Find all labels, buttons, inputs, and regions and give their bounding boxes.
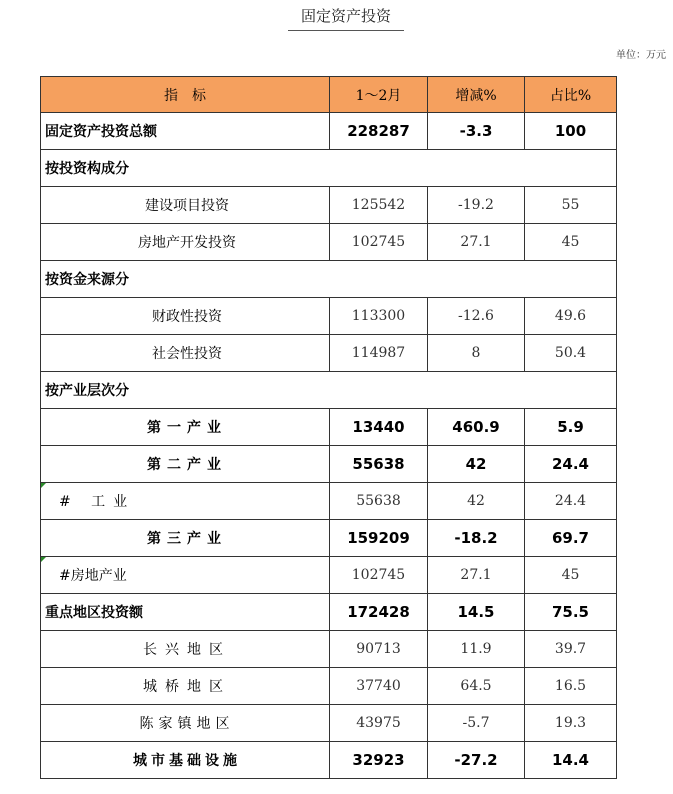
row-label: 第二产业 [41, 446, 330, 483]
row-label: 长兴地区 [41, 631, 330, 668]
row-change: -3.3 [428, 113, 525, 150]
table-row [41, 409, 617, 446]
row-share: 39.7 [525, 631, 617, 668]
row-label: 固定资产投资总额 [41, 113, 330, 150]
row-value: 159209 [330, 520, 428, 557]
table-row [41, 298, 617, 335]
row-label [41, 483, 330, 520]
row-share: 50.4 [525, 335, 617, 372]
row-share: 55 [525, 187, 617, 224]
column-header-change: 增减% [428, 77, 525, 113]
table-row [41, 446, 617, 483]
table-row [41, 520, 617, 557]
row-share: 75.5 [525, 594, 617, 631]
table-row [41, 631, 617, 668]
row-label: 重点地区投资额 [41, 594, 330, 631]
row-value: 13440 [330, 409, 428, 446]
section-row [41, 150, 617, 187]
row-change: -27.2 [428, 742, 525, 779]
row-change: 27.1 [428, 224, 525, 261]
row-share: 45 [525, 224, 617, 261]
row-change: 14.5 [428, 594, 525, 631]
row-value: 102745 [330, 557, 428, 594]
table-header-row [41, 77, 617, 113]
row-change: 42 [428, 446, 525, 483]
row-label: 社会性投资 [41, 335, 330, 372]
page-title: 固定资产投资 [288, 4, 404, 31]
row-share: 100 [525, 113, 617, 150]
section-row [41, 261, 617, 298]
row-change: 8 [428, 335, 525, 372]
row-label: 第一产业 [41, 409, 330, 446]
row-value: 114987 [330, 335, 428, 372]
row-change: 42 [428, 483, 525, 520]
row-label-text: # 工业 [59, 494, 136, 510]
row-value: 55638 [330, 483, 428, 520]
row-label: 第三产业 [41, 520, 330, 557]
row-share: 24.4 [525, 446, 617, 483]
row-value: 228287 [330, 113, 428, 150]
row-value: 43975 [330, 705, 428, 742]
row-share: 19.3 [525, 705, 617, 742]
row-change: 11.9 [428, 631, 525, 668]
row-change: -12.6 [428, 298, 525, 335]
table-row [41, 705, 617, 742]
section-label: 按投资构成分 [41, 150, 617, 187]
row-share: 69.7 [525, 520, 617, 557]
row-value: 113300 [330, 298, 428, 335]
row-share: 24.4 [525, 483, 617, 520]
row-value: 32923 [330, 742, 428, 779]
investment-table [40, 76, 617, 779]
table-row [41, 668, 617, 705]
table-row [41, 594, 617, 631]
table-row [41, 483, 617, 520]
cell-corner-marker [41, 483, 46, 488]
table-row [41, 187, 617, 224]
row-value: 37740 [330, 668, 428, 705]
row-value: 90713 [330, 631, 428, 668]
row-share: 49.6 [525, 298, 617, 335]
row-label: 城市基础设施 [41, 742, 330, 779]
unit-note: 单位：万元 [616, 50, 666, 61]
row-label: 财政性投资 [41, 298, 330, 335]
row-share: 14.4 [525, 742, 617, 779]
column-header-share: 占比% [525, 77, 617, 113]
row-change: 64.5 [428, 668, 525, 705]
column-header-period: 1～2月 [330, 77, 428, 113]
row-value: 125542 [330, 187, 428, 224]
table-row [41, 742, 617, 779]
row-label: 房地产开发投资 [41, 224, 330, 261]
row-value: 172428 [330, 594, 428, 631]
row-share: 45 [525, 557, 617, 594]
section-label: 按资金来源分 [41, 261, 617, 298]
row-value: 55638 [330, 446, 428, 483]
row-label: 建设项目投资 [41, 187, 330, 224]
section-label: 按产业层次分 [41, 372, 617, 409]
section-row [41, 372, 617, 409]
row-label: 城桥地区 [41, 668, 330, 705]
row-change: 460.9 [428, 409, 525, 446]
row-change: -5.7 [428, 705, 525, 742]
row-change: -18.2 [428, 520, 525, 557]
column-header-indicator: 指 标 [41, 77, 330, 113]
row-label [41, 557, 330, 594]
row-share: 5.9 [525, 409, 617, 446]
table-row [41, 557, 617, 594]
table-row [41, 113, 617, 150]
row-label-text: #房地产业 [59, 568, 127, 584]
row-label: 陈家镇地区 [41, 705, 330, 742]
row-value: 102745 [330, 224, 428, 261]
cell-corner-marker [41, 557, 46, 562]
row-change: -19.2 [428, 187, 525, 224]
table-row [41, 224, 617, 261]
row-share: 16.5 [525, 668, 617, 705]
table-row [41, 335, 617, 372]
row-change: 27.1 [428, 557, 525, 594]
